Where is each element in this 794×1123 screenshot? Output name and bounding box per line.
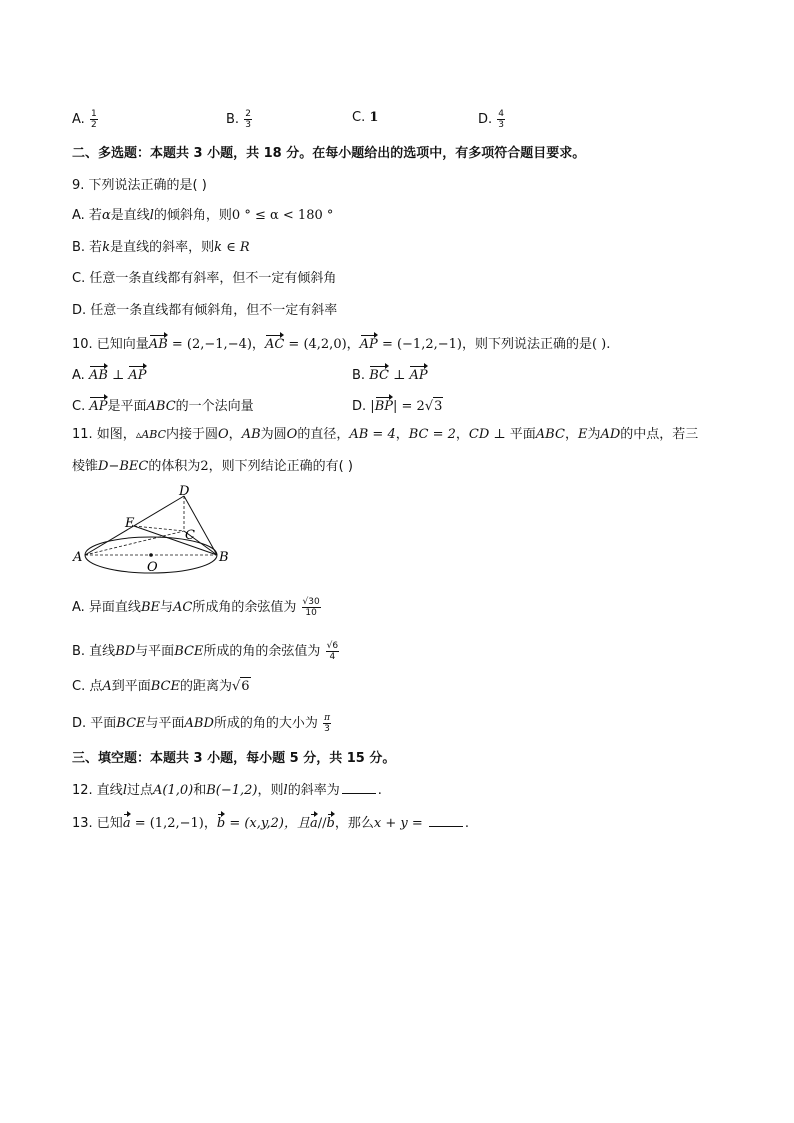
q8-option-c: C. 1	[352, 110, 379, 125]
fraction: $\frac{√6}{4}$	[326, 641, 339, 662]
q10-stem: 10. 已知向量AB = (2,−1,−4)，AC = (4,2,0)，AP = (−1,2,−1)，则下列说法正确的是( ).	[72, 333, 610, 354]
fraction: $\frac{1}{2}$	[90, 109, 97, 130]
section-2-title: 二、多选题：本题共 3 小题，共 18 分。在每小题给出的选项中，有多项符合题目要求。	[72, 146, 586, 161]
label-o: O	[147, 560, 158, 575]
answer-blank[interactable]	[429, 814, 463, 827]
q11-option-b: B. 直线BD与平面BCE所成的角的余弦值为 $\frac{√6}{4}$	[72, 641, 339, 662]
q8-option-a: A. $\frac{1}{2}$	[72, 109, 97, 130]
q9-option-d: D. 任意一条直线都有倾斜角，但不一定有斜率	[72, 303, 338, 318]
fraction: $\frac{2}{3}$	[245, 109, 251, 130]
label-a: A	[73, 550, 83, 565]
answer-blank[interactable]	[342, 781, 376, 794]
section-3-title: 三、填空题：本题共 3 小题，每小题 5 分，共 15 分。	[72, 751, 396, 766]
q8-option-d: D. $\frac{4}{3}$	[478, 109, 505, 130]
q13: 13. 已知a = (1,2,−1)，b = (x,y,2)，且a//b，那么x + y = .	[72, 812, 469, 833]
label-b: B	[219, 550, 229, 565]
q9-option-c: C. 任意一条直线都有斜率，但不一定有倾斜角	[72, 271, 337, 286]
label-e: E	[125, 516, 135, 531]
fraction: $\frac{4}{3}$	[498, 109, 505, 130]
q8-option-b: B. $\frac{2}{3}$	[226, 109, 251, 130]
q9-option-a: A. 若α是直线l的倾斜角，则0 ° ≤ α < 180 °	[72, 208, 334, 223]
q10-option-a: A. AB ⊥ AP	[72, 364, 147, 385]
q12: 12. 直线l过点A(1,0)和B(−1,2)，则l的斜率为 .	[72, 783, 382, 798]
q11-stem-line1: 11. 如图，▵ABC内接于圆O，AB为圆O的直径，AB = 4，BC = 2，CD ⊥ 平面ABC，E为AD的中点，若三	[72, 427, 699, 442]
q10-option-b: B. BC ⊥ AP	[352, 364, 428, 385]
label-d: D	[179, 485, 190, 499]
q11-option-c: C. 点A到平面BCE的距离为√6	[72, 679, 250, 694]
label-c: C	[185, 528, 195, 543]
q9-stem: 9. 下列说法正确的是( )	[72, 178, 207, 193]
fraction: $\frac{√30}{10}$	[302, 597, 320, 618]
q11-option-d: D. 平面BCE与平面ABD所成的角的大小为 $\frac{\pi}{3}$	[72, 713, 330, 734]
q11-stem-line2: 棱锥D−BEC的体积为2，则下列结论正确的有( )	[72, 459, 353, 474]
q10-option-c: C. AP是平面ABC的一个法向量	[72, 395, 254, 416]
q11-option-a: A. 异面直线BE与AC所成角的余弦值为 $\frac{√30}{10}$	[72, 597, 320, 618]
q10-option-d: D. |BP| = 2√3	[352, 395, 443, 416]
q9-option-b: B. 若k是直线的斜率，则k ∈ R	[72, 240, 250, 255]
fraction: $\frac{\pi}{3}$	[324, 713, 330, 734]
q11-figure	[70, 485, 240, 580]
